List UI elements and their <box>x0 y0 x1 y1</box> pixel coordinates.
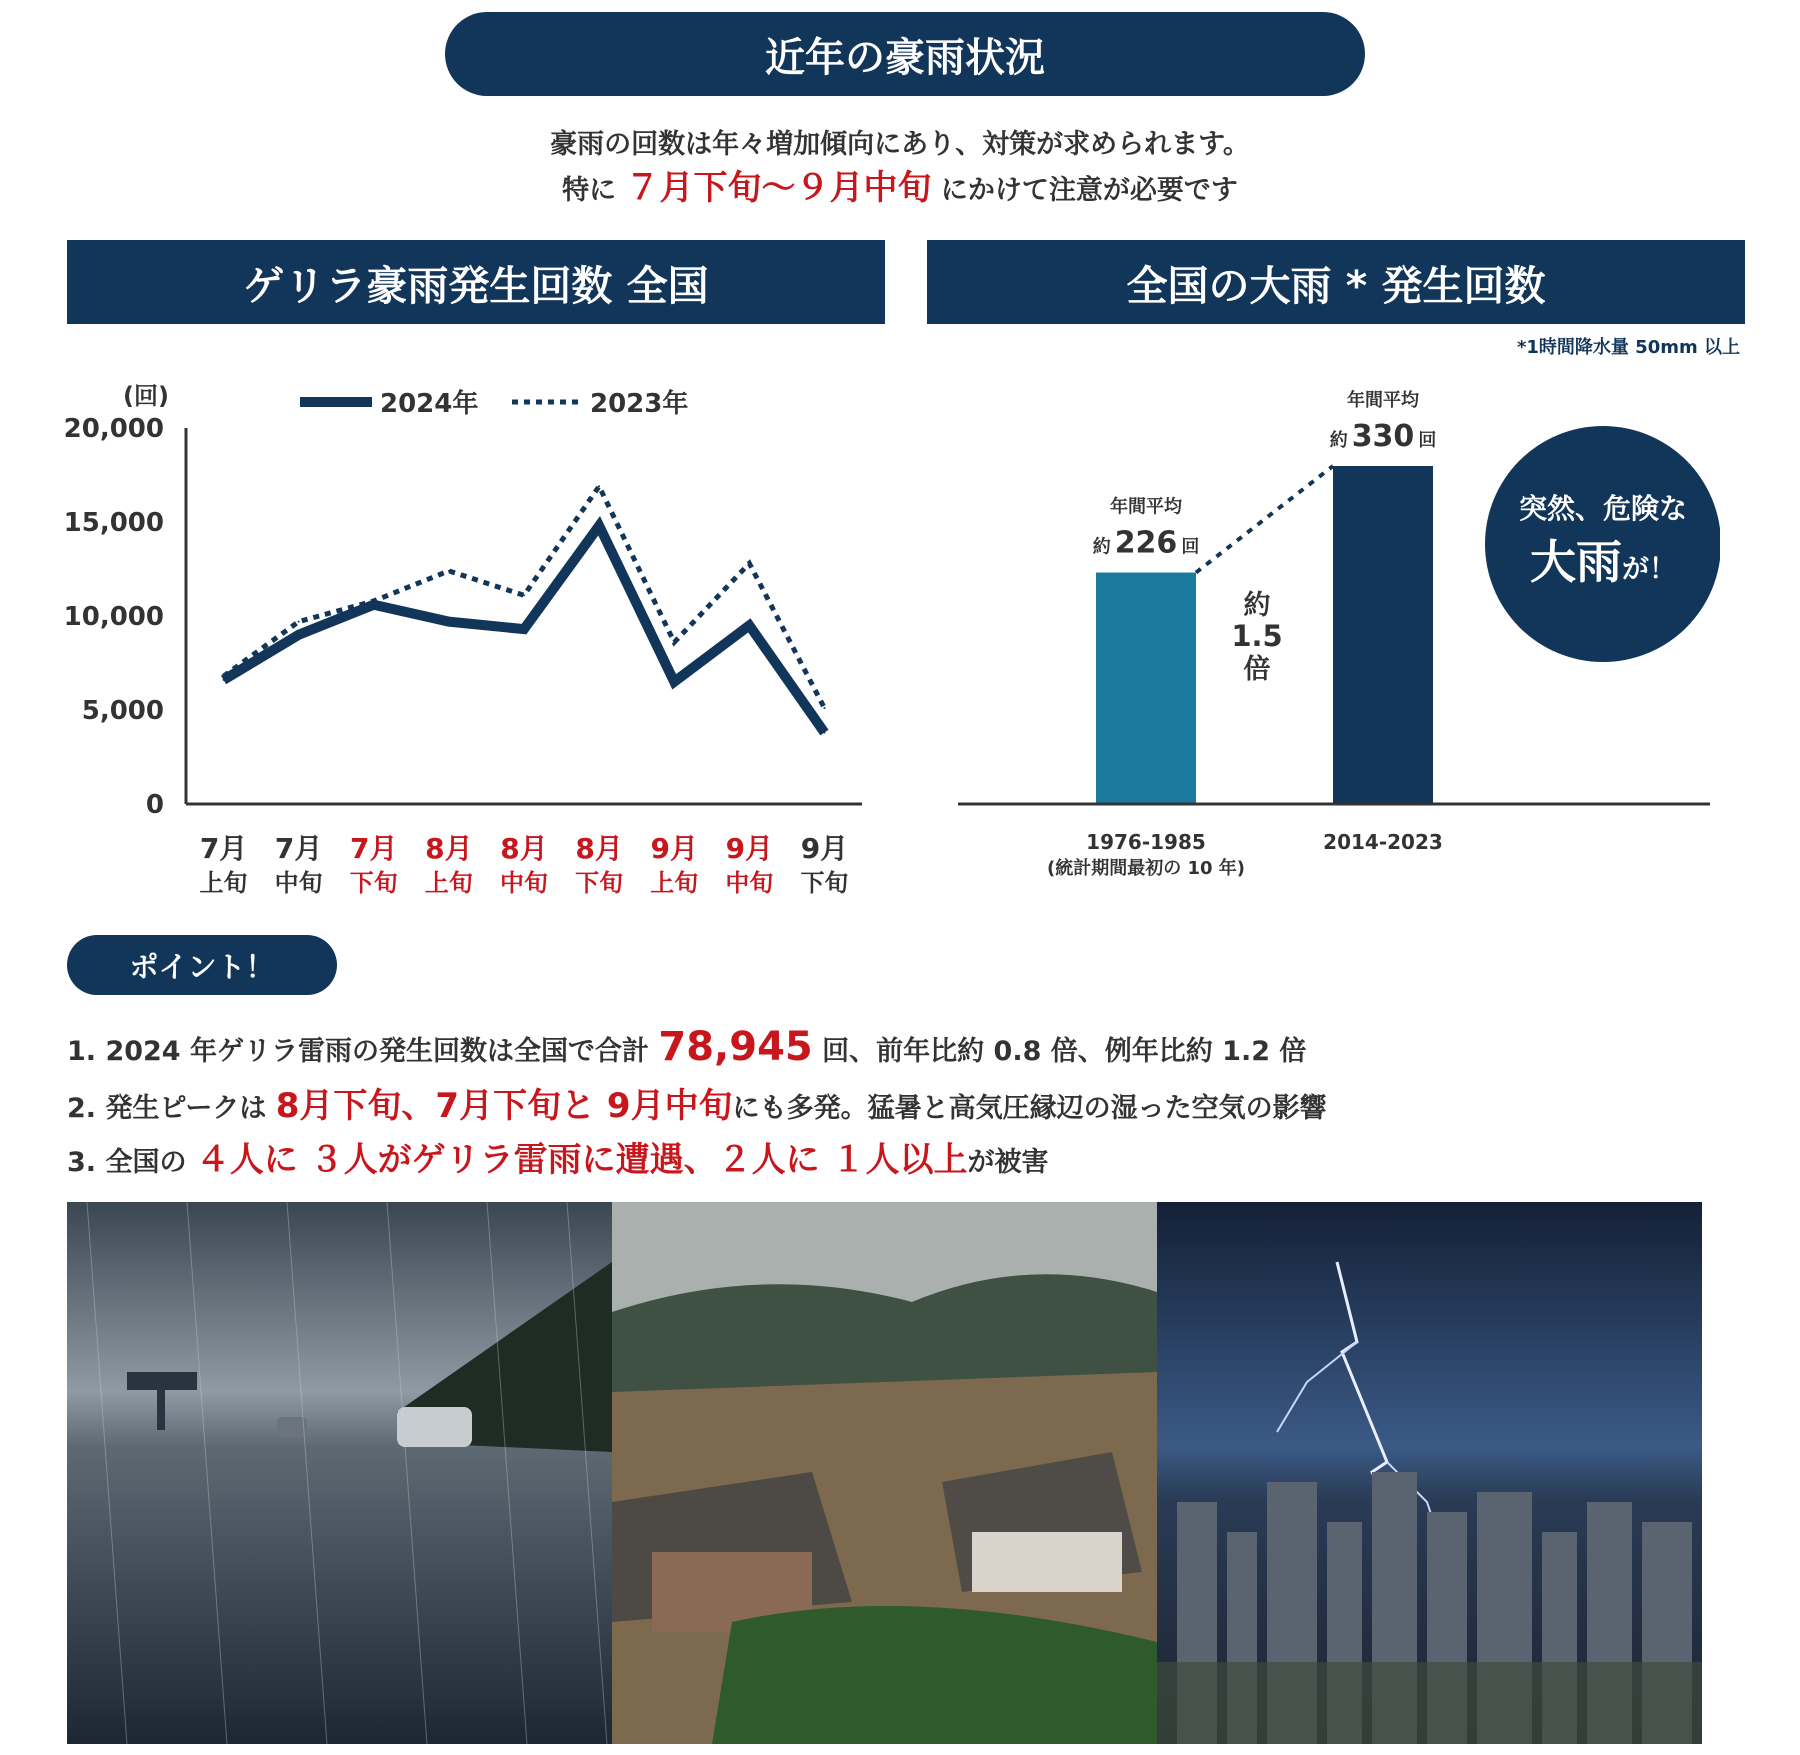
callout-circle <box>1485 426 1720 662</box>
right-section-banner: 全国の大雨 * 発生回数 <box>927 240 1745 324</box>
series-0-point <box>673 681 675 683</box>
legend-2023-label: 2023年 <box>590 389 689 419</box>
y-tick-label: 10,000 <box>63 602 164 632</box>
points-pill: ポイント！ <box>67 935 337 995</box>
series-0-point <box>298 634 300 636</box>
ratio-label-value: 1.5 <box>1231 619 1283 653</box>
intro-line-2-highlight: ７月下旬〜９月中旬 <box>625 168 932 208</box>
intro-line-2 <box>0 160 1800 209</box>
point-item-2 <box>67 1078 1327 1127</box>
x-tick-month: 8月 <box>425 832 473 865</box>
rain-definition-note: *1時間降水量 50mm 以上 <box>1516 337 1740 358</box>
legend-2024-label: 2024年 <box>380 389 479 419</box>
series-1-point <box>448 570 450 572</box>
series-1-point <box>523 594 525 596</box>
bar-category-label: 1976-1985 <box>1086 830 1206 854</box>
x-tick-period: 中旬 <box>500 869 548 897</box>
intro-line-2-post: にかけて注意が必要です <box>940 175 1238 206</box>
intro-line-2-pre: 特に <box>562 175 617 206</box>
bar-label-top: 年間平均 <box>1347 390 1419 411</box>
series-1-point <box>748 562 750 564</box>
bar-category-label: 2014-2023 <box>1323 830 1443 854</box>
series-0-point <box>823 732 825 734</box>
series-0-point <box>373 604 375 606</box>
callout-line-1: 突然、危険な <box>1518 492 1688 525</box>
lightning-city-photo <box>1157 1202 1702 1744</box>
x-tick-month: 9月 <box>800 832 849 865</box>
x-tick-month: 9月 <box>650 832 698 865</box>
x-tick-period: 上旬 <box>650 869 699 897</box>
point-2-highlight: 8月下旬、7月下旬と 9月中旬 <box>275 1086 733 1126</box>
x-tick-month: 7月 <box>199 832 248 865</box>
y-tick-label: 0 <box>145 790 164 820</box>
y-tick-label: 20,000 <box>63 414 164 444</box>
bar-0 <box>1096 573 1196 804</box>
rainy-road-photo <box>67 1202 612 1744</box>
series-1-point <box>673 641 675 643</box>
bar-category-sublabel: (統計期間最初の 10 年) <box>1046 858 1246 879</box>
page-title: 近年の豪雨状況 <box>445 12 1365 96</box>
bar-value-label <box>1330 419 1437 454</box>
bar-1 <box>1333 466 1433 804</box>
y-tick-label: 5,000 <box>81 696 164 726</box>
point-item-3 <box>67 1132 1049 1181</box>
bar-value-suffix: 回 <box>1181 536 1200 558</box>
x-tick-period: 下旬 <box>349 869 398 897</box>
ratio-label-suffix: 倍 <box>1243 654 1271 685</box>
series-0-point <box>523 628 525 630</box>
bar-chart <box>950 380 1720 890</box>
point-1-highlight: 78,945 <box>658 1024 813 1070</box>
x-tick-period: 上旬 <box>199 869 248 897</box>
bar-value-prefix: 約 <box>1092 536 1111 558</box>
bar-value-suffix: 回 <box>1418 430 1437 451</box>
point-1-pre: 1. 2024 年ゲリラ雷雨の発生回数は全国で合計 <box>67 1036 659 1067</box>
x-tick-month: 8月 <box>500 832 548 865</box>
series-1-point <box>598 485 600 487</box>
point-3-highlight: ４人に ３人がゲリラ雷雨に遭遇、２人に １人以上 <box>195 1140 968 1180</box>
series-1-point <box>298 621 300 623</box>
point-3-pre: 3. 全国の <box>67 1147 196 1178</box>
bar-value-label <box>1093 526 1200 561</box>
flooded-town-photo <box>612 1202 1157 1744</box>
x-tick-month: 7月 <box>350 832 398 865</box>
point-1-post: 回、前年比約 0.8 倍、例年比約 1.2 倍 <box>812 1036 1307 1067</box>
x-tick-month: 8月 <box>575 832 623 865</box>
series-0-point <box>448 621 450 623</box>
point-2-pre: 2. 発生ピークは <box>67 1093 276 1124</box>
series-0-point <box>598 525 600 527</box>
x-tick-period: 上旬 <box>424 869 473 897</box>
callout-tail-text: が！ <box>1622 554 1676 585</box>
x-tick-period: 下旬 <box>800 869 849 897</box>
point-item-1 <box>67 1024 1306 1070</box>
y-tick-label: 15,000 <box>63 508 164 538</box>
bar-value-number: 330 <box>1351 419 1415 454</box>
x-tick-period: 中旬 <box>274 869 323 897</box>
intro-line-1: 豪雨の回数は年々増加傾向にあり、対策が求められます。 <box>550 129 1250 160</box>
series-0-point <box>223 679 225 681</box>
point-3-post: が被害 <box>967 1147 1049 1178</box>
left-section-banner: ゲリラ豪雨発生回数 全国 <box>67 240 885 324</box>
bar-value-prefix: 約 <box>1329 430 1348 451</box>
x-tick-month: 7月 <box>274 832 323 865</box>
y-unit-label: (回) <box>123 382 169 410</box>
series-0-point <box>748 624 750 626</box>
x-tick-month: 9月 <box>725 832 774 865</box>
series-line-1 <box>224 486 825 708</box>
bar-label-top: 年間平均 <box>1110 496 1182 518</box>
ratio-label-prefix: 約 <box>1243 590 1271 621</box>
callout-big-text: 大雨 <box>1530 535 1622 589</box>
bar-value-number: 226 <box>1114 525 1178 561</box>
trend-dotted-line <box>1196 466 1333 573</box>
x-tick-period: 下旬 <box>575 869 624 897</box>
series-1-point <box>823 707 825 709</box>
x-tick-period: 中旬 <box>725 869 774 897</box>
line-chart <box>50 370 890 900</box>
point-2-post: にも多発。猛暑と高気圧縁辺の湿った空気の影響 <box>732 1093 1327 1124</box>
